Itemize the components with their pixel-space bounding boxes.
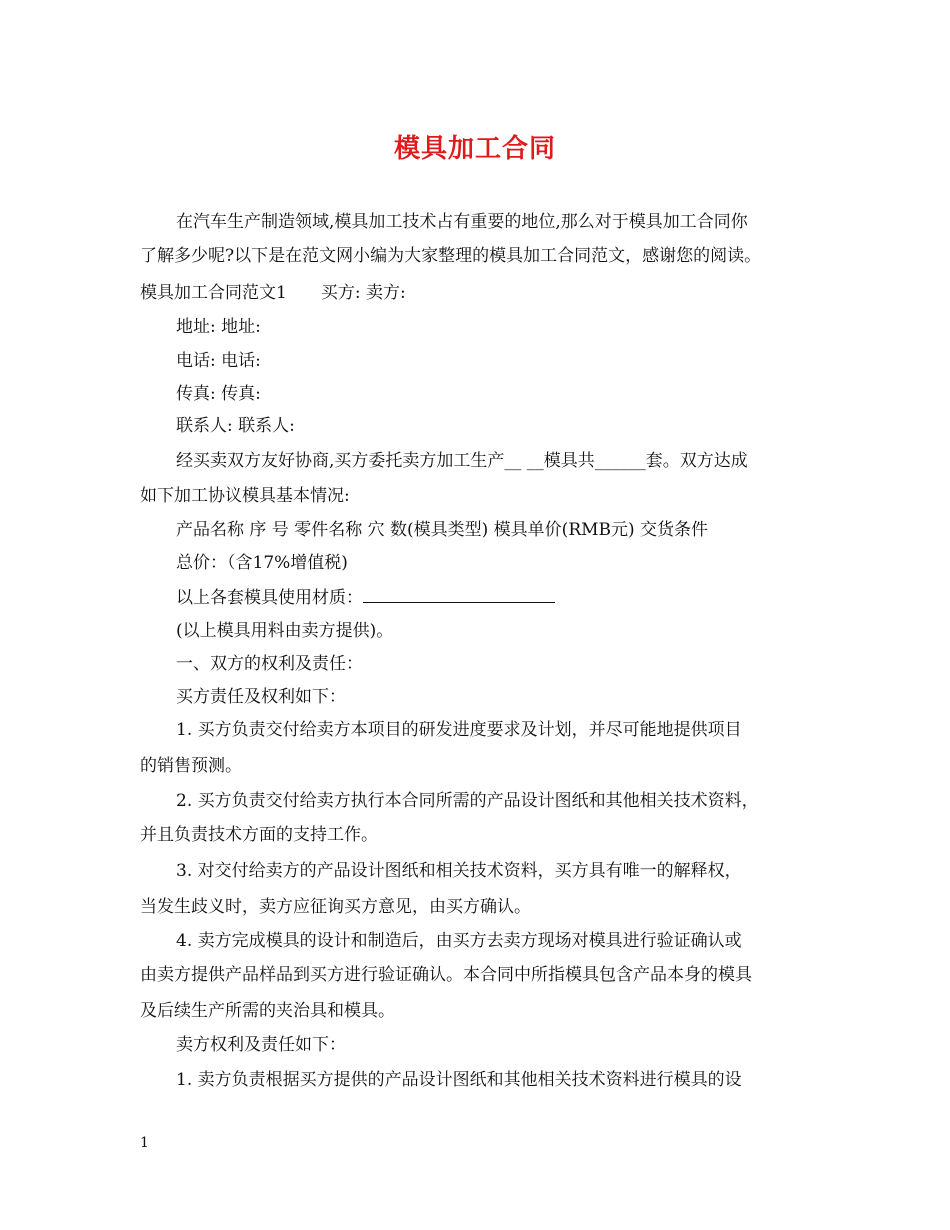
sample-label: 模具加工合同范文1 xyxy=(140,283,287,303)
paragraph-line: (以上模具用料由卖方提供)。 xyxy=(176,621,394,641)
section-heading: 一、双方的权利及责任： xyxy=(176,654,363,674)
parties-label: 买方: 卖方: xyxy=(320,283,406,303)
address-line: 地址: 地址: xyxy=(176,317,261,337)
paragraph-line: 了解多少呢?以下是在范文网小编为大家整理的模具加工合同范文，感谢您的阅读。 xyxy=(140,246,762,266)
subsection-heading: 卖方权利及责任如下： xyxy=(176,1035,346,1055)
fax-line: 传真: 传真: xyxy=(176,384,261,404)
list-item-continuation: 当发生歧义时，卖方应征询买方意见，由买方确认。 xyxy=(140,897,531,917)
paragraph-line: 在汽车生产制造领域,模具加工技术占有重要的地位,那么对于模具加工合同你 xyxy=(176,212,748,232)
list-item-continuation: 及后续生产所需的夹治具和模具。 xyxy=(140,1001,395,1021)
material-label: 以上各套模具使用材质： xyxy=(176,588,363,608)
contact-line: 联系人: 联系人: xyxy=(176,416,295,436)
list-item: 3. 对交付给卖方的产品设计图纸和相关技术资料，买方具有唯一的解释权， xyxy=(176,861,742,881)
contract-heading-line xyxy=(140,282,406,304)
list-item-continuation: 并且负责技术方面的支持工作。 xyxy=(140,825,378,845)
material-line xyxy=(176,586,555,609)
page-number: 1 xyxy=(140,1135,149,1151)
list-item: 4. 卖方完成模具的设计和制造后，由买方去卖方现场对模具进行验证确认或 xyxy=(176,931,742,951)
subsection-heading: 买方责任及权利如下： xyxy=(176,687,346,707)
total-price-line: 总价：（含17%增值税) xyxy=(176,553,348,573)
list-item-continuation: 的销售预测。 xyxy=(140,756,242,776)
table-header-line: 产品名称 序 号 零件名称 穴 数(模具类型) 模具单价(RMB元) 交货条件 xyxy=(176,520,709,540)
phone-line: 电话: 电话: xyxy=(176,351,261,371)
material-blank xyxy=(363,586,555,603)
paragraph-line: 经买卖双方友好协商,买方委托卖方加工生产__ __模具共______套。双方达成 xyxy=(176,451,748,471)
document-title: 模具加工合同 xyxy=(393,134,556,164)
list-item: 1. 买方负责交付给卖方本项目的研发进度要求及计划，并尽可能地提供项目 xyxy=(176,720,742,740)
list-item-continuation: 由卖方提供产品样品到买方进行验证确认。本合同中所指模具包含产品本身的模具 xyxy=(140,965,752,985)
paragraph-line: 如下加工协议模具基本情况: xyxy=(140,486,350,506)
list-item: 2. 买方负责交付给卖方执行本合同所需的产品设计图纸和其他相关技术资料， xyxy=(176,791,759,811)
list-item: 1. 卖方负责根据买方提供的产品设计图纸和其他相关技术资料进行模具的设 xyxy=(176,1070,742,1090)
